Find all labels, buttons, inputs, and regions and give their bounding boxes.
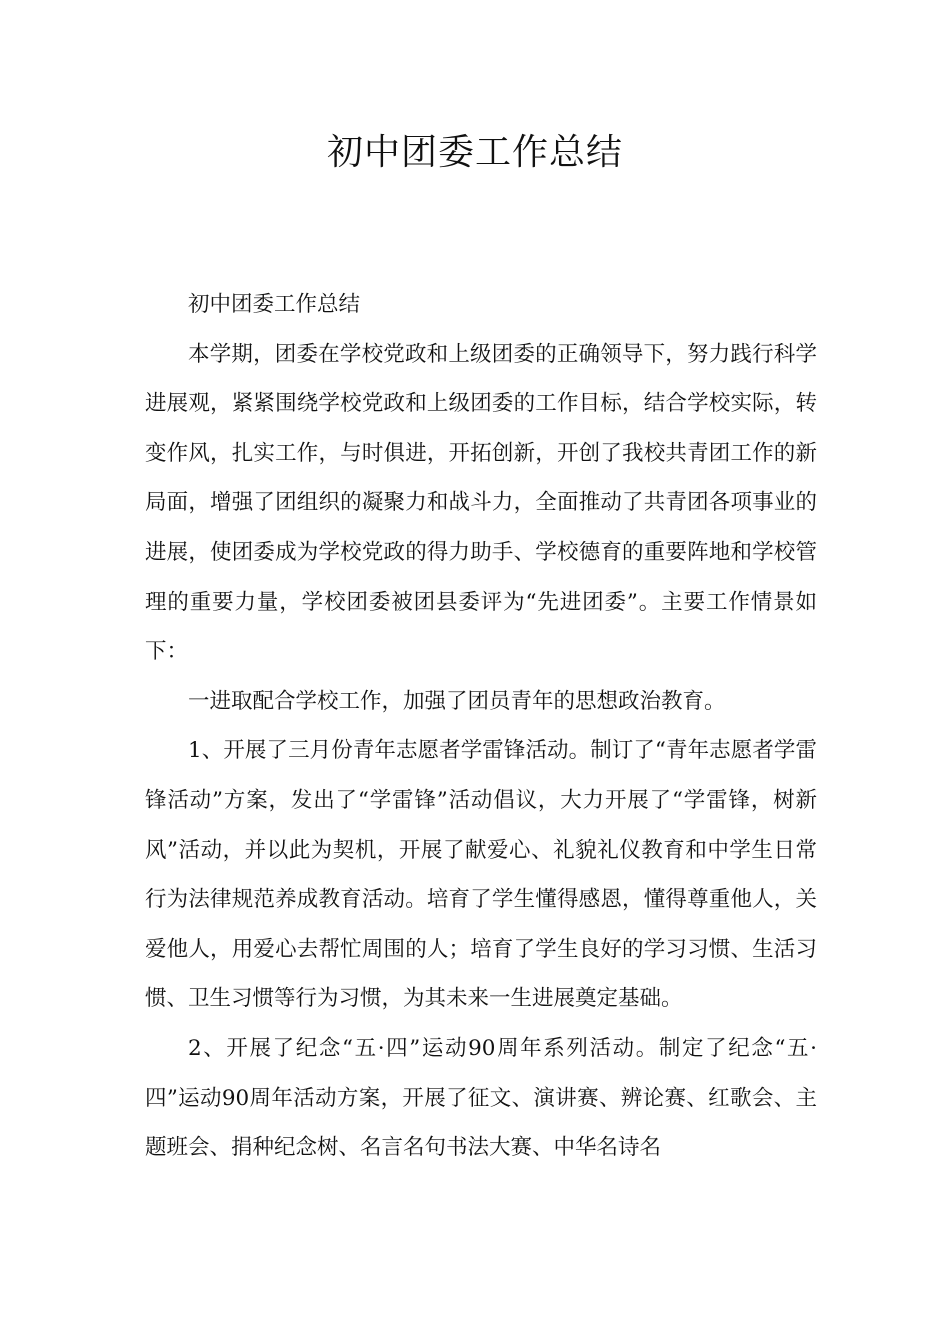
document-body [145, 280, 817, 1173]
paragraph-item-1: 1、开展了三月份青年志愿者学雷锋活动。制订了“青年志愿者学雷锋活动”方案，发出了“学雷锋”活动倡议，大力开展了“学雷锋，树新风”活动，并以此为契机，开展了献爱心、礼貌礼仪教育和中学生日常行为法律规范养成教育活动。培育了学生懂得感恩，懂得尊重他人，关爱他人，用爱心去帮忙周围的人；培育了学生良好的学习习惯、生活习惯、卫生习惯等行为习惯，为其未来一生进展奠定基础。 [145, 738, 818, 1012]
paragraph-section-heading: 一进取配合学校工作，加强了团员青年的思想政治教育。 [188, 688, 726, 714]
paragraph-subtitle: 初中团委工作总结 [188, 292, 361, 317]
paragraph-item-2: 2、开展了纪念“五·四”运动90周年系列活动。制定了纪念“五·四”运动90周年活动方案，开展了征文、演讲赛、辨论赛、红歌会、主题班会、捐种纪念树、名言名句书法大赛、中华名诗名 [145, 1035, 817, 1161]
paragraph-intro: 本学期，团委在学校党政和上级团委的正确领导下，努力践行科学进展观，紧紧围绕学校党政和上级团委的工作目标，结合学校实际，转变作风，扎实工作，与时俱进，开拓创新，开创了我校共青团工作的新局面，增强了团组织的凝聚力和战斗力，全面推动了共青团各项事业的进展，使团委成为学校党政的得力助手、学校德育的重要阵地和学校管理的重要力量，学校团委被团县委评为“先进团委”。主要工作情景如下： [145, 341, 817, 665]
document-title: 初中团委工作总结 [326, 132, 623, 173]
